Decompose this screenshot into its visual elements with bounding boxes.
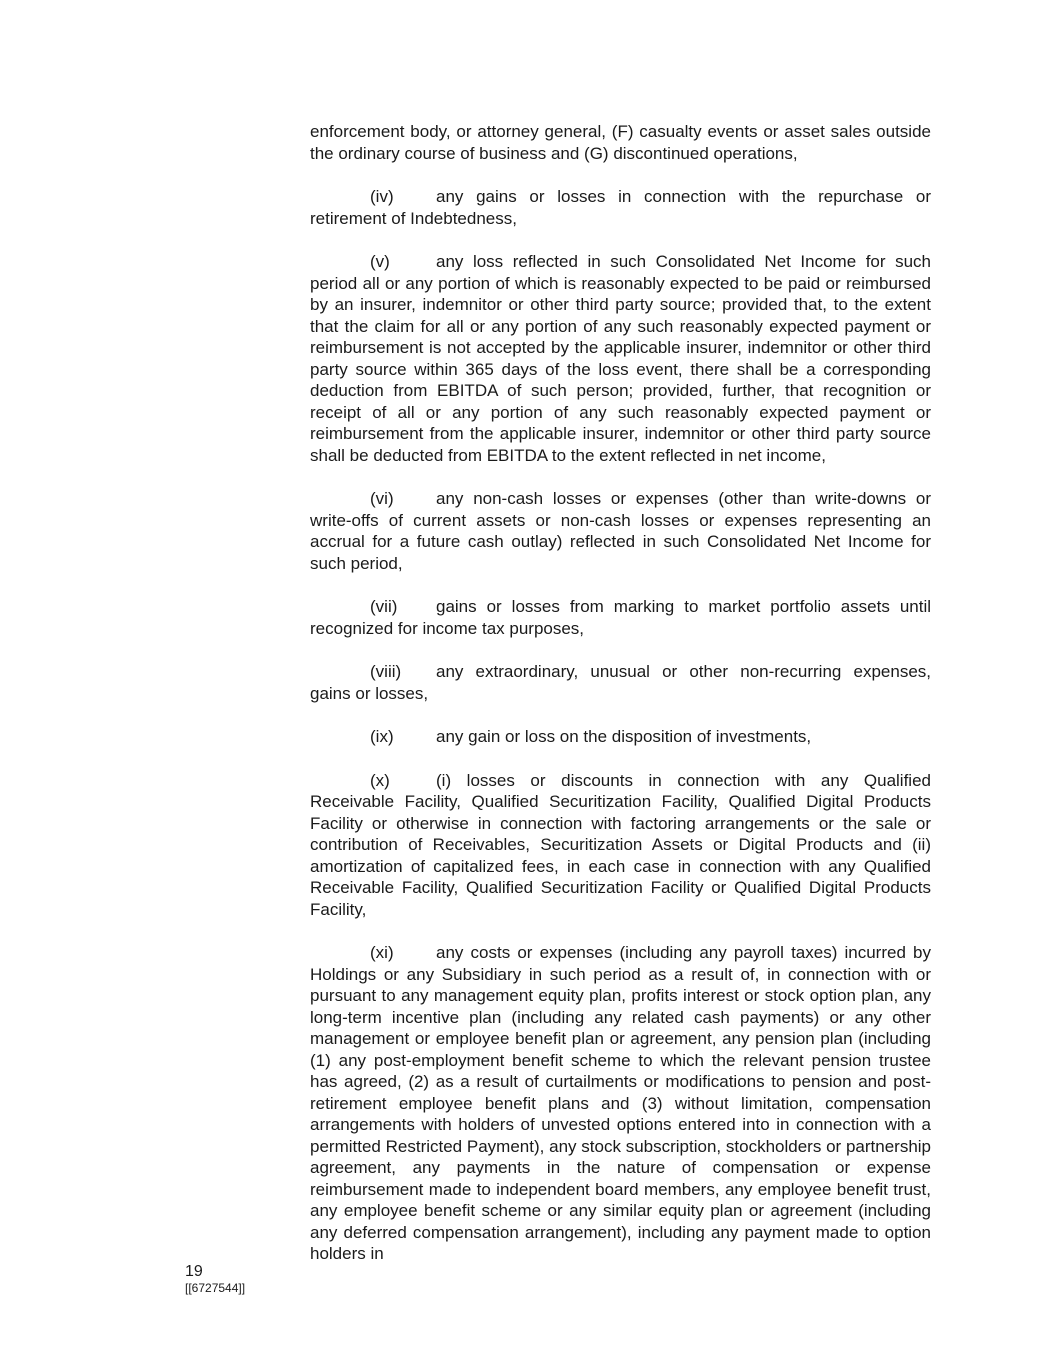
clause-number: (viii) [370,662,402,681]
paragraph-clause-vi [310,488,931,574]
clause-number: (vii) [370,597,398,616]
page-number: 19 [185,1263,203,1280]
paragraph-clause-vii [310,596,931,639]
clause-number: (iv) [370,187,394,206]
clause-number: (x) [370,770,390,790]
paragraph-clause-ix [310,726,931,748]
paragraph-text: (i) losses or discounts in connection with any Qualified Receivable Facility, Qualified Securitization Facility, Qualified Digital Products Facility or otherwise in connection with factoring arrangements or the sale or contribution of Receivables, Securitization Assets or Digital Products and (ii) amortization of capitalized fees, in each case in connection with any Qualified Receivable Facility, Qualified Securitization Facility or Qualified Digital Products Facility, [310,770,931,919]
paragraph-text: enforcement body, or attorney general, (F) casualty events or asset sales outside the ordinary course of business and (G) discontinued operations, [310,122,931,163]
paragraph-text: any gains or losses in connection with the repurchase or retirement of Indebtedness, [310,187,931,228]
paragraph-text: any non-cash losses or expenses (other than write-downs or write-offs of current assets or non-cash losses or expenses representing an accrual for a future cash outlay) reflected in such Consolidated Net Income for such period, [310,489,931,573]
paragraph-text: any gain or loss on the disposition of investments, [436,727,812,746]
clause-number: (v) [370,252,390,271]
clause-number: (ix) [370,727,394,746]
document-id-stamp: [[6727544]] [185,1281,246,1295]
paragraph-text: any costs or expenses (including any payroll taxes) incurred by Holdings or any Subsidiary in such period as a result of, in connection with or pursuant to any management equity plan, profits interest or stock option plan, any long-term incentive plan (including any related cash payments) or any other management or employee benefit plan or agreement, any pension plan (including (1) any post-employment benefit scheme to which the relevant pension trustee has agreed, (2) as a result of curtailments or modifications to pension and post-retirement employee benefit plans and (3) without limitation, compensation arrangements with holders of unvested options entered into in connection with a permitted Restricted Payment), any stock subscription, stockholders or partnership agreement, any payments in the nature of compensation or expense reimbursement made to independent board members, any employee benefit trust, any employee benefit scheme or any similar equity plan or agreement (including any deferred compensation arrangement), including any payment made to option holders in [310,943,931,1263]
paragraph-clause-iv [310,186,931,229]
paragraph-clause-viii [310,661,931,704]
paragraph-clause-xi [310,942,931,1265]
clause-number: (vi) [370,489,394,508]
paragraph-text: gains or losses from marking to market portfolio assets until recognized for income tax purposes, [310,597,931,638]
clause-number: (xi) [370,943,394,962]
paragraph-text: any loss reflected in such Consolidated Net Income for such period all or any portion of which is reasonably expected to be paid or reimbursed by an insurer, indemnitor or other third party source; provided that, to the extent that the claim for all or any portion of any such reasonably expected payment or reimbursement is not accepted by the applicable insurer, indemnitor or other third party source within 365 days of the loss event, there shall be a corresponding deduction from EBITDA of such person; provided, further, that recognition or receipt of all or any portion of any such reasonably expected payment or reimbursement from the applicable insurer, indemnitor or other third party source shall be deducted from EBITDA to the extent reflected in net income, [310,252,931,465]
paragraph-clause-v [310,251,931,466]
paragraph-text: any extraordinary, unusual or other non-recurring expenses, gains or losses, [310,662,931,703]
page-footer [185,1262,245,1296]
paragraph-continuation [310,121,931,164]
paragraph-clause-x [310,770,931,921]
document-body [310,121,931,1287]
